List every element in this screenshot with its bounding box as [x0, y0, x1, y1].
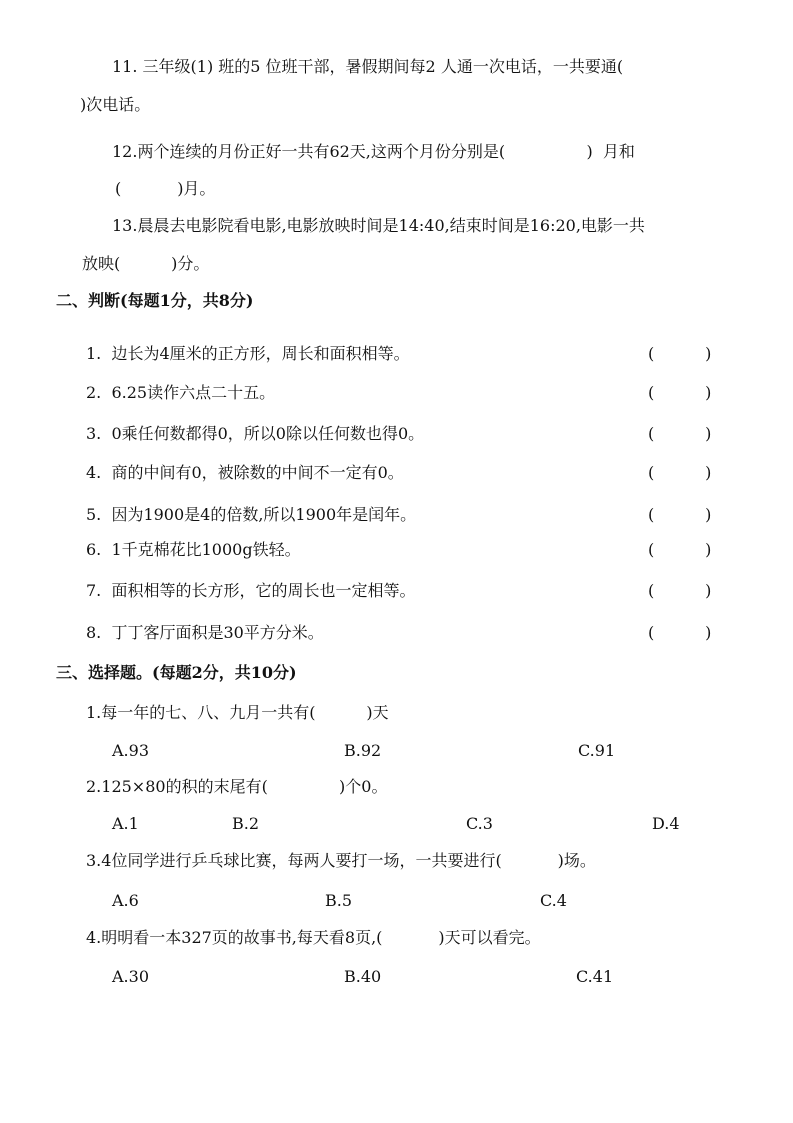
judge-item-4: 4. 商的中间有0，被除数的中间不一定有0。 [86, 463, 404, 482]
judge-item-2: 2. 6.25读作六点二十五。 [86, 383, 276, 402]
choice-q3-option-a[interactable]: A.6 [112, 891, 139, 910]
q13-line2: 放映( )分。 [82, 254, 210, 273]
choice-q1-option-c[interactable]: C.91 [578, 741, 616, 760]
judge-answer-6[interactable]: ( ) [648, 540, 712, 559]
q11-line1: 11. 三年级(1) 班的5 位班干部，暑假期间每2 人通一次电话，一共要通( [112, 57, 624, 76]
q12-line1: 12.两个连续的月份正好一共有62天,这两个月份分别是( ) 月和 [112, 142, 635, 161]
choice-q4-option-b[interactable]: B.40 [344, 967, 382, 986]
choice-q3-option-c[interactable]: C.4 [540, 891, 567, 910]
q13-line1: 13.晨晨去电影院看电影,电影放映时间是14:40,结束时间是16:20,电影一共 [112, 216, 645, 235]
judge-item-8: 8. 丁丁客厅面积是30平方分米。 [86, 623, 324, 642]
choice-section-heading: 三、选择题。(每题2分，共10分) [56, 663, 297, 682]
choice-q4-option-c[interactable]: C.41 [576, 967, 614, 986]
choice-q2-stem: 2.125×80的积的末尾有( )个0。 [86, 777, 388, 796]
q12-line2: ( )月。 [115, 179, 216, 198]
choice-q2-option-a[interactable]: A.1 [112, 814, 139, 833]
choice-q1-option-b[interactable]: B.92 [344, 741, 382, 760]
judge-section-heading: 二、判断(每题1分，共8分) [56, 291, 254, 310]
choice-q1-option-a[interactable]: A.93 [112, 741, 149, 760]
choice-q2-option-d[interactable]: D.4 [652, 814, 680, 833]
judge-answer-1[interactable]: ( ) [648, 344, 712, 363]
judge-answer-3[interactable]: ( ) [648, 424, 712, 443]
judge-answer-4[interactable]: ( ) [648, 463, 712, 482]
judge-answer-2[interactable]: ( ) [648, 383, 712, 402]
judge-answer-8[interactable]: ( ) [648, 623, 712, 642]
choice-q1-stem: 1.每一年的七、八、九月一共有( )天 [86, 703, 389, 722]
judge-item-3: 3. 0乘任何数都得0，所以0除以任何数也得0。 [86, 424, 425, 443]
judge-item-6: 6. 1千克棉花比1000g铁轻。 [86, 540, 301, 559]
choice-q4-stem: 4.明明看一本327页的故事书,每天看8页,( )天可以看完。 [86, 928, 541, 947]
choice-q2-option-c[interactable]: C.3 [466, 814, 493, 833]
judge-item-5: 5. 因为1900是4的倍数,所以1900年是闰年。 [86, 505, 417, 524]
judge-item-1: 1. 边长为4厘米的正方形，周长和面积相等。 [86, 344, 410, 363]
judge-answer-7[interactable]: ( ) [648, 581, 712, 600]
judge-item-7: 7. 面积相等的长方形，它的周长也一定相等。 [86, 581, 416, 600]
judge-answer-5[interactable]: ( ) [648, 505, 712, 524]
choice-q4-option-a[interactable]: A.30 [112, 967, 149, 986]
choice-q2-option-b[interactable]: B.2 [232, 814, 260, 833]
choice-q3-option-b[interactable]: B.5 [325, 891, 353, 910]
q11-line2: )次电话。 [80, 95, 151, 114]
choice-q3-stem: 3.4位同学进行乒乓球比赛，每两人要打一场，一共要进行( )场。 [86, 851, 596, 870]
